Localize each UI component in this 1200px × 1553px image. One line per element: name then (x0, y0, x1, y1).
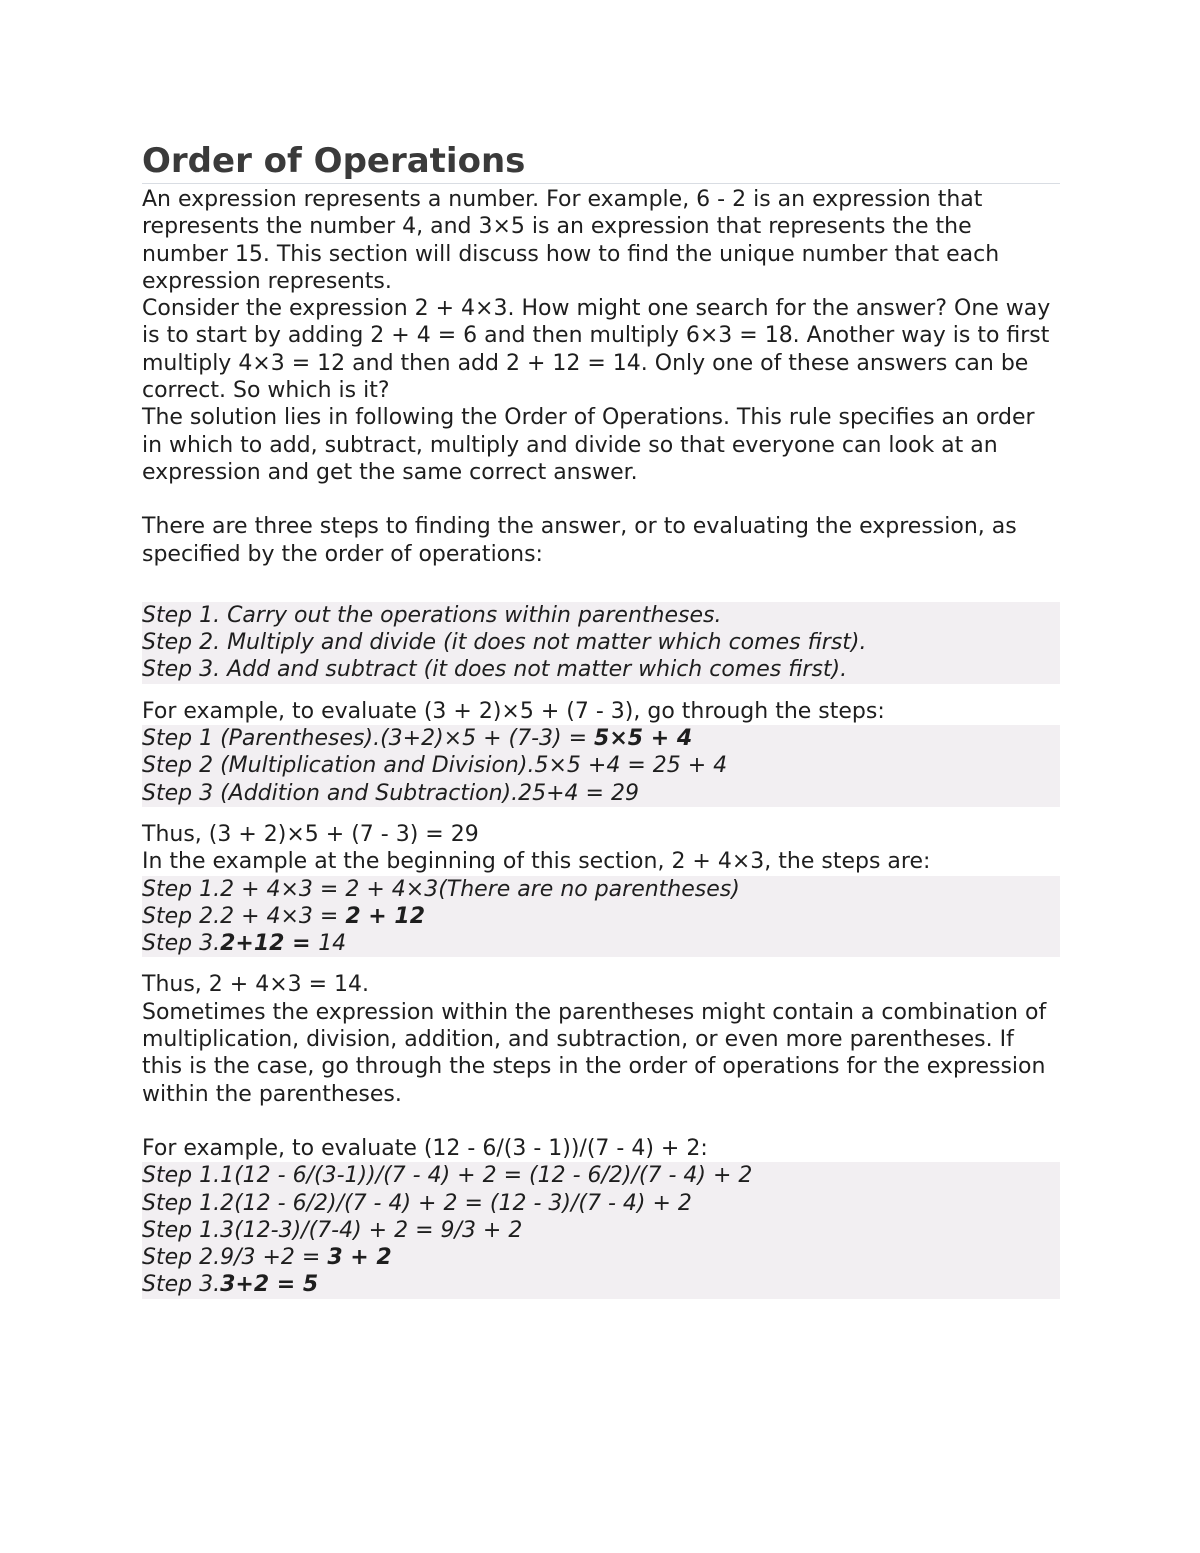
rule-step-2: Step 2. Multiply and divide (it does not matter which comes first). (142, 630, 867, 656)
example1-box (142, 725, 1060, 807)
example3-intro: For example, to evaluate (12 - 6/(3 - 1))/(7 - 4) + 2: (142, 1135, 708, 1161)
example2-intro: In the example at the beginning of this section, 2 + 4×3, the steps are: (142, 849, 931, 875)
example3-step-1-3: Step 1.3(12-3)/(7-4) + 2 = 9/3 + 2 (142, 1217, 523, 1243)
sometimes-paragraph: Sometimes the expression within the parentheses might contain a combination of multiplication, division, addition, and subtraction, or even more parentheses. If this is the case, go through the steps in the order of operations for the expression within the parentheses. (142, 999, 1047, 1107)
intro-paragraph: An expression represents a number. For example, 6 - 2 is an expression that represents the number 4, and 3×5 is an expression that represents the the number 15. This section will discuss how to find the unique number that each expression represents. (142, 187, 1000, 294)
example2-step-2: Step 2.2 + 4×3 = 2 + 12 (142, 903, 426, 929)
document-page (142, 140, 1060, 1299)
example1-result: Thus, (3 + 2)×5 + (7 - 3) = 29 (142, 821, 479, 847)
example1-intro: For example, to evaluate (3 + 2)×5 + (7 - 3), go through the steps: (142, 698, 885, 724)
solution-paragraph: The solution lies in following the Order of Operations. This rule specifies an order in which to add, subtract, multiply and divide so that everyone can look at an expression and get the same correct answer. (142, 405, 1035, 485)
consider-paragraph: Consider the expression 2 + 4×3. How might one search for the answer? One way is to start by adding 2 + 4 = 6 and then multiply 6×3 = 18. Another way is to first multiply 4×3 = 12 and then add 2 + 12 = 14. Only one of these answers can be correct. So which is it? (142, 296, 1051, 404)
rule-step-1: Step 1. Carry out the operations within parentheses. (142, 602, 722, 628)
example2-result: Thus, 2 + 4×3 = 14. (142, 972, 370, 998)
rule-step-3: Step 3. Add and subtract (it does not matter which comes first). (142, 657, 848, 683)
example2-step-3: Step 3.2+12 = 14 (142, 931, 347, 957)
example3-step-1-1: Step 1.1(12 - 6/(3-1))/(7 - 4) + 2 = (12 - 6/2)/(7 - 4) + 2 (142, 1163, 753, 1189)
example1-step-1: Step 1 (Parentheses).(3+2)×5 + (7-3) = 5×5 + 4 (142, 726, 693, 752)
example1-step-3: Step 3 (Addition and Subtraction).25+4 = 29 (142, 780, 639, 806)
example1-step-2: Step 2 (Multiplication and Division).5×5 +4 = 25 + 4 (142, 753, 728, 779)
example3-box (142, 1162, 1060, 1298)
example3-step-3: Step 3.3+2 = 5 (142, 1272, 319, 1298)
page-title: Order of Operations (142, 140, 1060, 184)
example2-box (142, 876, 1060, 958)
example3-step-1-2: Step 1.2(12 - 6/2)/(7 - 4) + 2 = (12 - 3)/(7 - 4) + 2 (142, 1190, 692, 1216)
example3-step-2: Step 2.9/3 +2 = 3 + 2 (142, 1245, 392, 1271)
rules-box (142, 602, 1060, 684)
example2-step-1: Step 1.2 + 4×3 = 2 + 4×3(There are no parentheses) (142, 876, 740, 902)
three-steps-paragraph: There are three steps to finding the answer, or to evaluating the expression, as specified by the order of operations: (142, 514, 1017, 567)
